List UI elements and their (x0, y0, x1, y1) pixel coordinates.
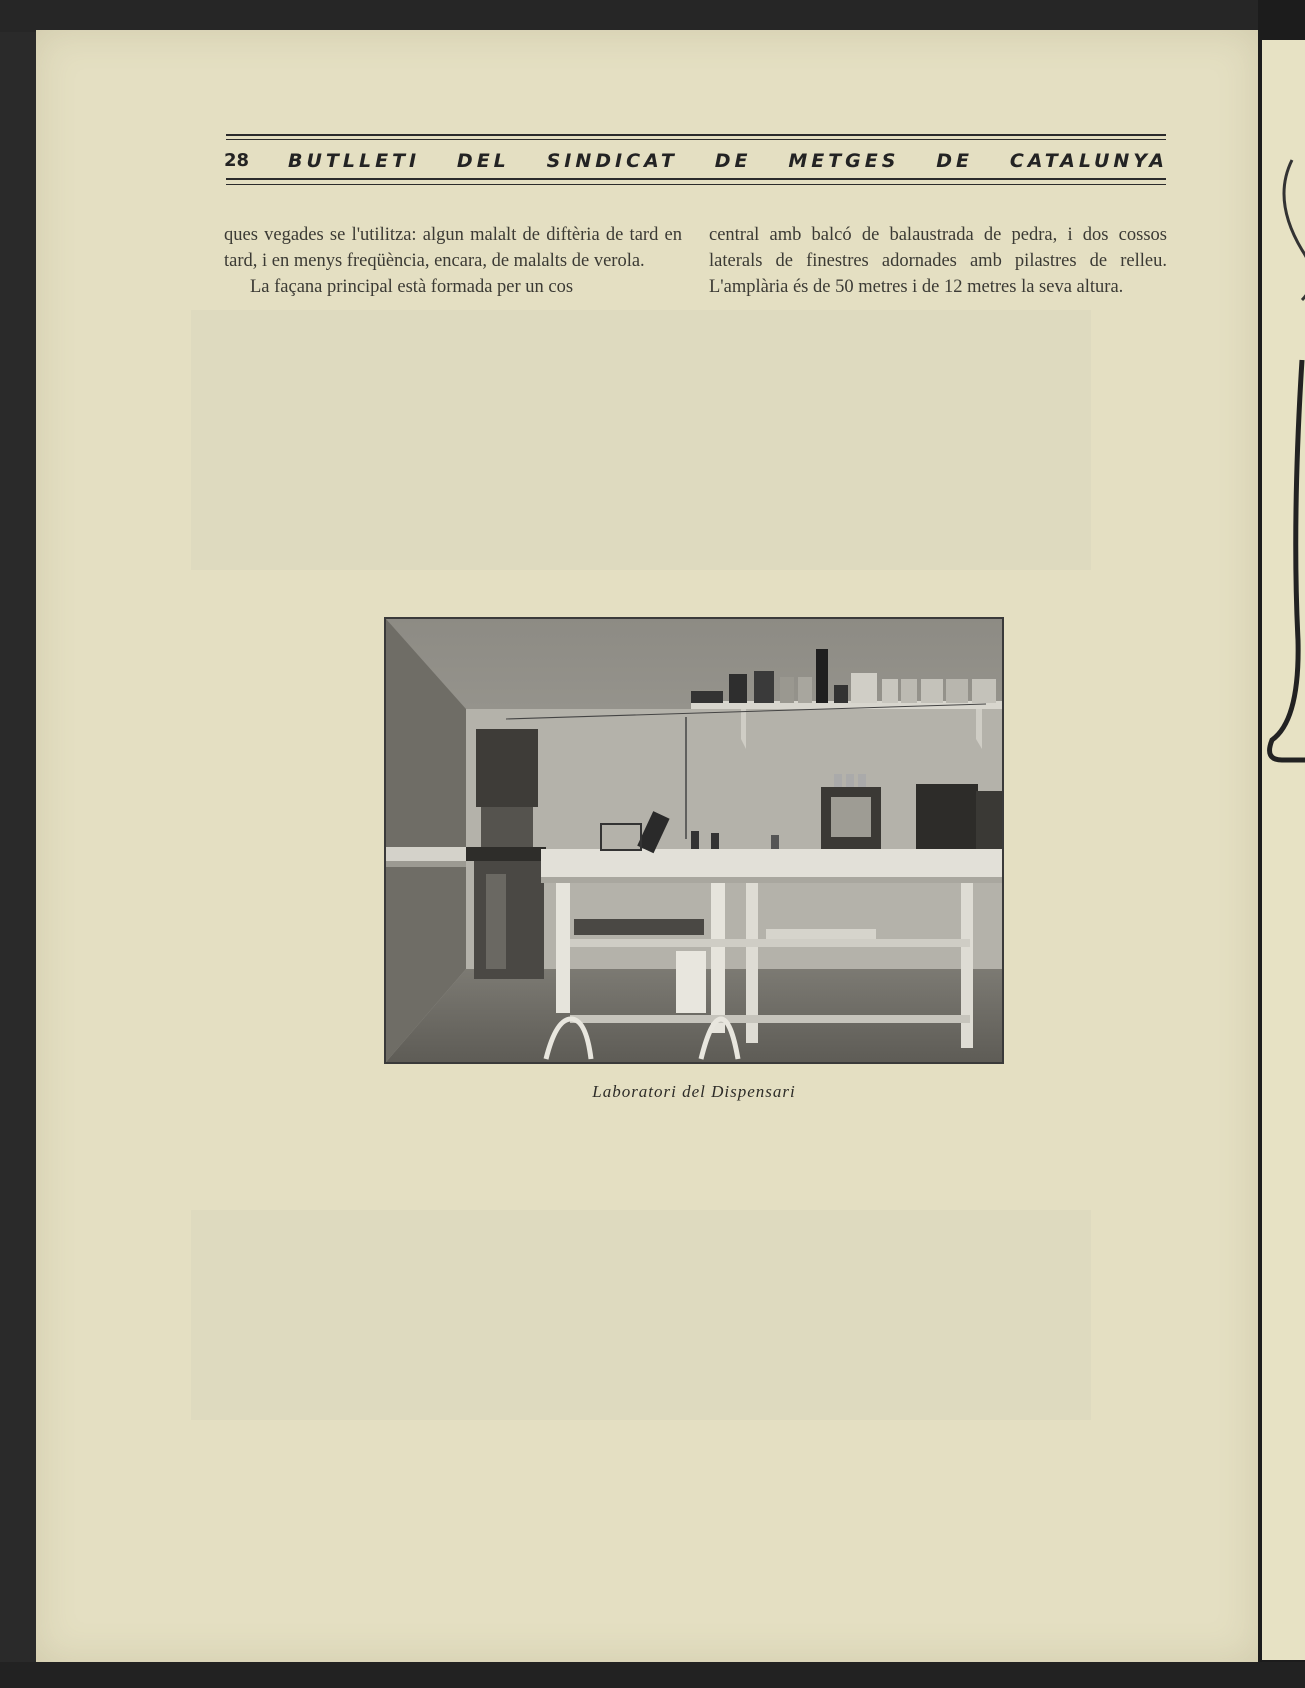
journal-title-word: METGES (788, 150, 900, 172)
paragraph: La façana principal està formada per un cos (250, 277, 574, 297)
running-head (224, 144, 1168, 178)
figure-caption: Laboratori del Dispensari (592, 1082, 796, 1101)
journal-title (288, 150, 1168, 172)
show-through-block (191, 310, 1091, 570)
paragraph: ques vegades se l'utilitza: algun malalt de diftèria de tard en tard, i en menys freqüència, encara, de malalts de verola. (224, 225, 682, 271)
header-rule-bottom-thin (226, 184, 1166, 185)
text-column-left (224, 222, 682, 300)
journal-title-word: SINDICAT (546, 150, 678, 172)
scan-background-bottom (0, 1662, 1305, 1688)
scan-background-top (0, 0, 1305, 32)
header-rule-bottom (226, 178, 1166, 180)
header-rule-top (226, 134, 1166, 136)
journal-title-word: DE (936, 150, 974, 172)
ornament-flourish-icon (1262, 40, 1305, 1660)
show-through-block (191, 1210, 1091, 1420)
journal-title-word: CATALUNYA (1009, 150, 1168, 172)
text-column-right (709, 222, 1167, 300)
journal-title-word: DE (714, 150, 752, 172)
journal-title-word: BUTLLETI (288, 150, 421, 172)
header-rule-top-thin (226, 139, 1166, 140)
paragraph: central amb balcó de balaustrada de pedra, i dos cossos laterals de finestres adornades amb pilastres de relleu. L'amplària és de 50 metres i de 12 metres la seva altura. (709, 225, 1167, 297)
journal-title-word: DEL (456, 150, 510, 172)
laboratory-photograph (384, 617, 1004, 1064)
page-number: 28 (224, 150, 250, 171)
adjacent-page-edge (1262, 40, 1305, 1660)
